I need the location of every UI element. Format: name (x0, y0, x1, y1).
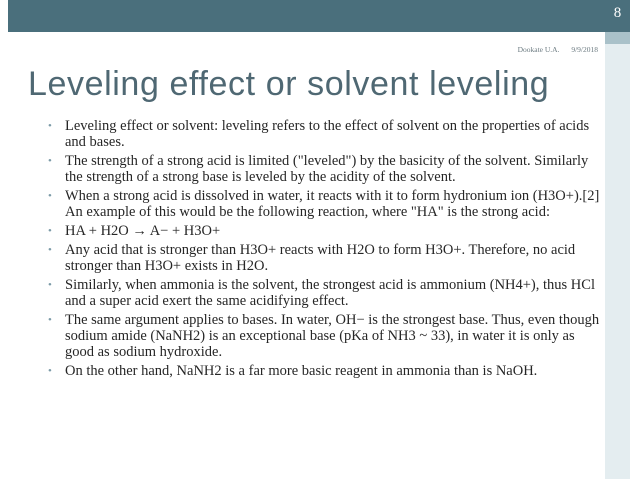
bullet-item (46, 188, 601, 220)
bullet-text: HA + H2O → A− + H3O+ (65, 223, 221, 239)
bullet-icon: • (48, 244, 52, 256)
slide-title: Leveling effect or solvent leveling (28, 65, 550, 103)
bullet-item (46, 242, 601, 274)
bullet-item (46, 223, 601, 239)
bullet-icon: • (48, 120, 52, 132)
side-strip-panel (605, 44, 630, 479)
bullet-icon: • (48, 190, 52, 202)
bullet-icon: • (48, 365, 52, 377)
bullet-text: Any acid that is stronger than H3O+ reacts with H2O to form H3O+. Therefore, no acid stronger than H3O+ exists in H2O. (65, 242, 576, 274)
header-bar (8, 0, 630, 32)
bullet-text: On the other hand, NaNH2 is a far more basic reagent in ammonia than is NaOH. (65, 363, 538, 379)
bullet-item (46, 363, 601, 379)
bullet-list (46, 118, 601, 382)
bullet-text: Leveling effect or solvent: leveling refers to the effect of solvent on the properties of acids and bases. (65, 118, 590, 150)
side-strip-band (605, 32, 630, 44)
bullet-icon: • (48, 155, 52, 167)
bullet-text: When a strong acid is dissolved in water, it reacts with it to form hydronium ion (H3O+).[2] An example of this would be the following reaction, where "HA" is the strong acid: (65, 188, 600, 220)
bullet-item (46, 118, 601, 150)
date-label: 9/9/2018 (571, 45, 598, 54)
slide-number: 8 (613, 5, 622, 21)
bullet-text: The strength of a strong acid is limited ("leveled") by the basicity of the solvent. Similarly the strength of a strong base is leveled by the acidity of the solvent. (65, 153, 589, 185)
bullet-icon: • (48, 314, 52, 326)
side-strip (605, 0, 630, 479)
bullet-text: The same argument applies to bases. In water, OH− is the strongest base. Thus, even though sodium amide (NaNH2) is an exceptional base (pKa of NH3 ~ 33), in water it is only as good as sodium hydroxide. (65, 312, 600, 360)
bullet-icon: • (48, 225, 52, 237)
slide-footer (0, 45, 598, 54)
author-label: Dookate U.A. (517, 45, 560, 54)
bullet-item (46, 277, 601, 309)
bullet-item (46, 312, 601, 360)
bullet-item (46, 153, 601, 185)
bullet-icon: • (48, 279, 52, 291)
bullet-text: Similarly, when ammonia is the solvent, the strongest acid is ammonium (NH4+), thus HCl and a super acid exert the same acidifying effect. (65, 277, 595, 309)
